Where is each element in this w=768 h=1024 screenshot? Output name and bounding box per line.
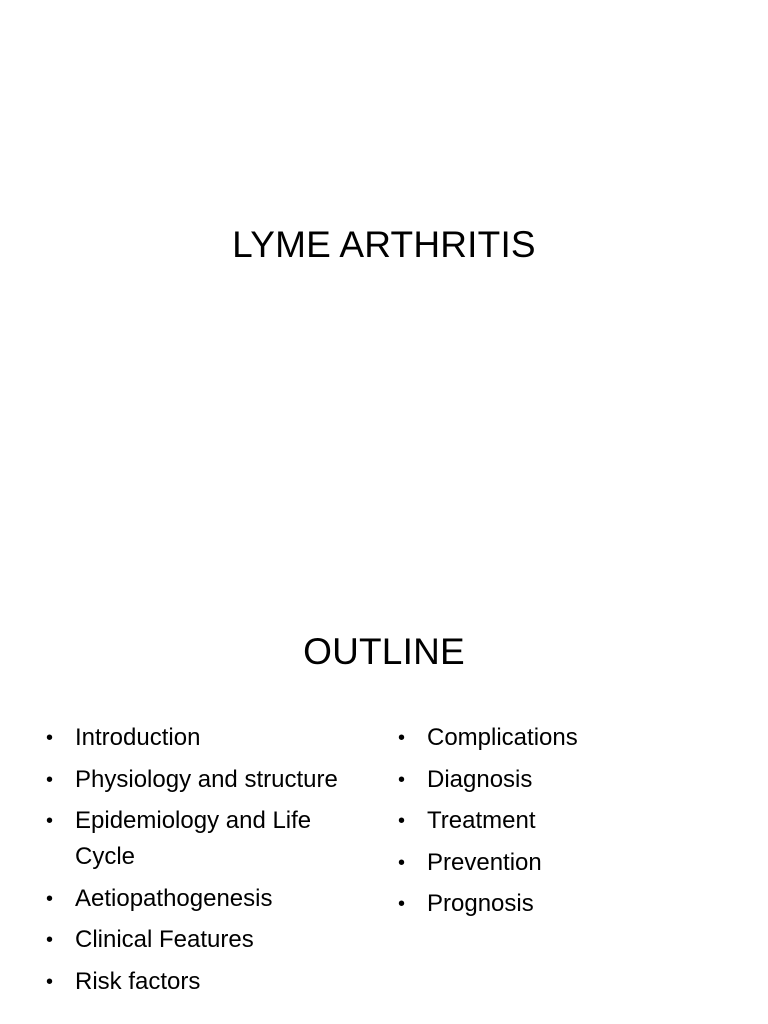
bullet-icon: • [398, 851, 406, 874]
list-item-text: Treatment [427, 807, 536, 834]
list-item [42, 803, 352, 875]
list-item [394, 886, 724, 922]
list-item [394, 845, 724, 881]
bullet-icon: • [398, 727, 406, 749]
bullet-icon: • [46, 810, 54, 832]
list-item-text: Prevention [427, 848, 542, 876]
outline-left-list [42, 720, 352, 1005]
list-item [42, 762, 352, 798]
list-item-text: Aetiopathogenesis [75, 884, 273, 912]
list-item [394, 803, 724, 839]
bullet-icon: • [46, 970, 54, 993]
outline-slide [0, 576, 768, 1024]
bullet-icon: • [46, 768, 54, 791]
outline-right-list [394, 720, 724, 928]
bullet-icon: • [46, 929, 54, 951]
slide-title: LYME ARTHRITIS [232, 224, 536, 265]
list-item [42, 881, 352, 917]
bullet-icon: • [46, 887, 54, 910]
bullet-icon: • [46, 727, 54, 749]
list-item-text: Complications [427, 724, 578, 751]
outline-title: OUTLINE [303, 631, 465, 672]
list-item [394, 762, 724, 798]
list-item-text: Prognosis [427, 890, 534, 917]
list-item [42, 922, 352, 958]
list-item-text: Epidemiology and Life Cycle [75, 807, 312, 870]
bullet-icon: • [398, 810, 406, 832]
list-item [394, 720, 724, 756]
list-item [42, 964, 352, 1000]
list-item [42, 720, 352, 756]
list-item-text: Introduction [75, 724, 201, 751]
bullet-icon: • [398, 768, 406, 791]
list-item-text: Risk factors [75, 967, 201, 995]
list-item-text: Physiology and structure [75, 765, 338, 793]
bullet-icon: • [398, 893, 406, 915]
list-item-text: Diagnosis [427, 765, 533, 793]
list-item-text: Clinical Features [75, 926, 254, 953]
